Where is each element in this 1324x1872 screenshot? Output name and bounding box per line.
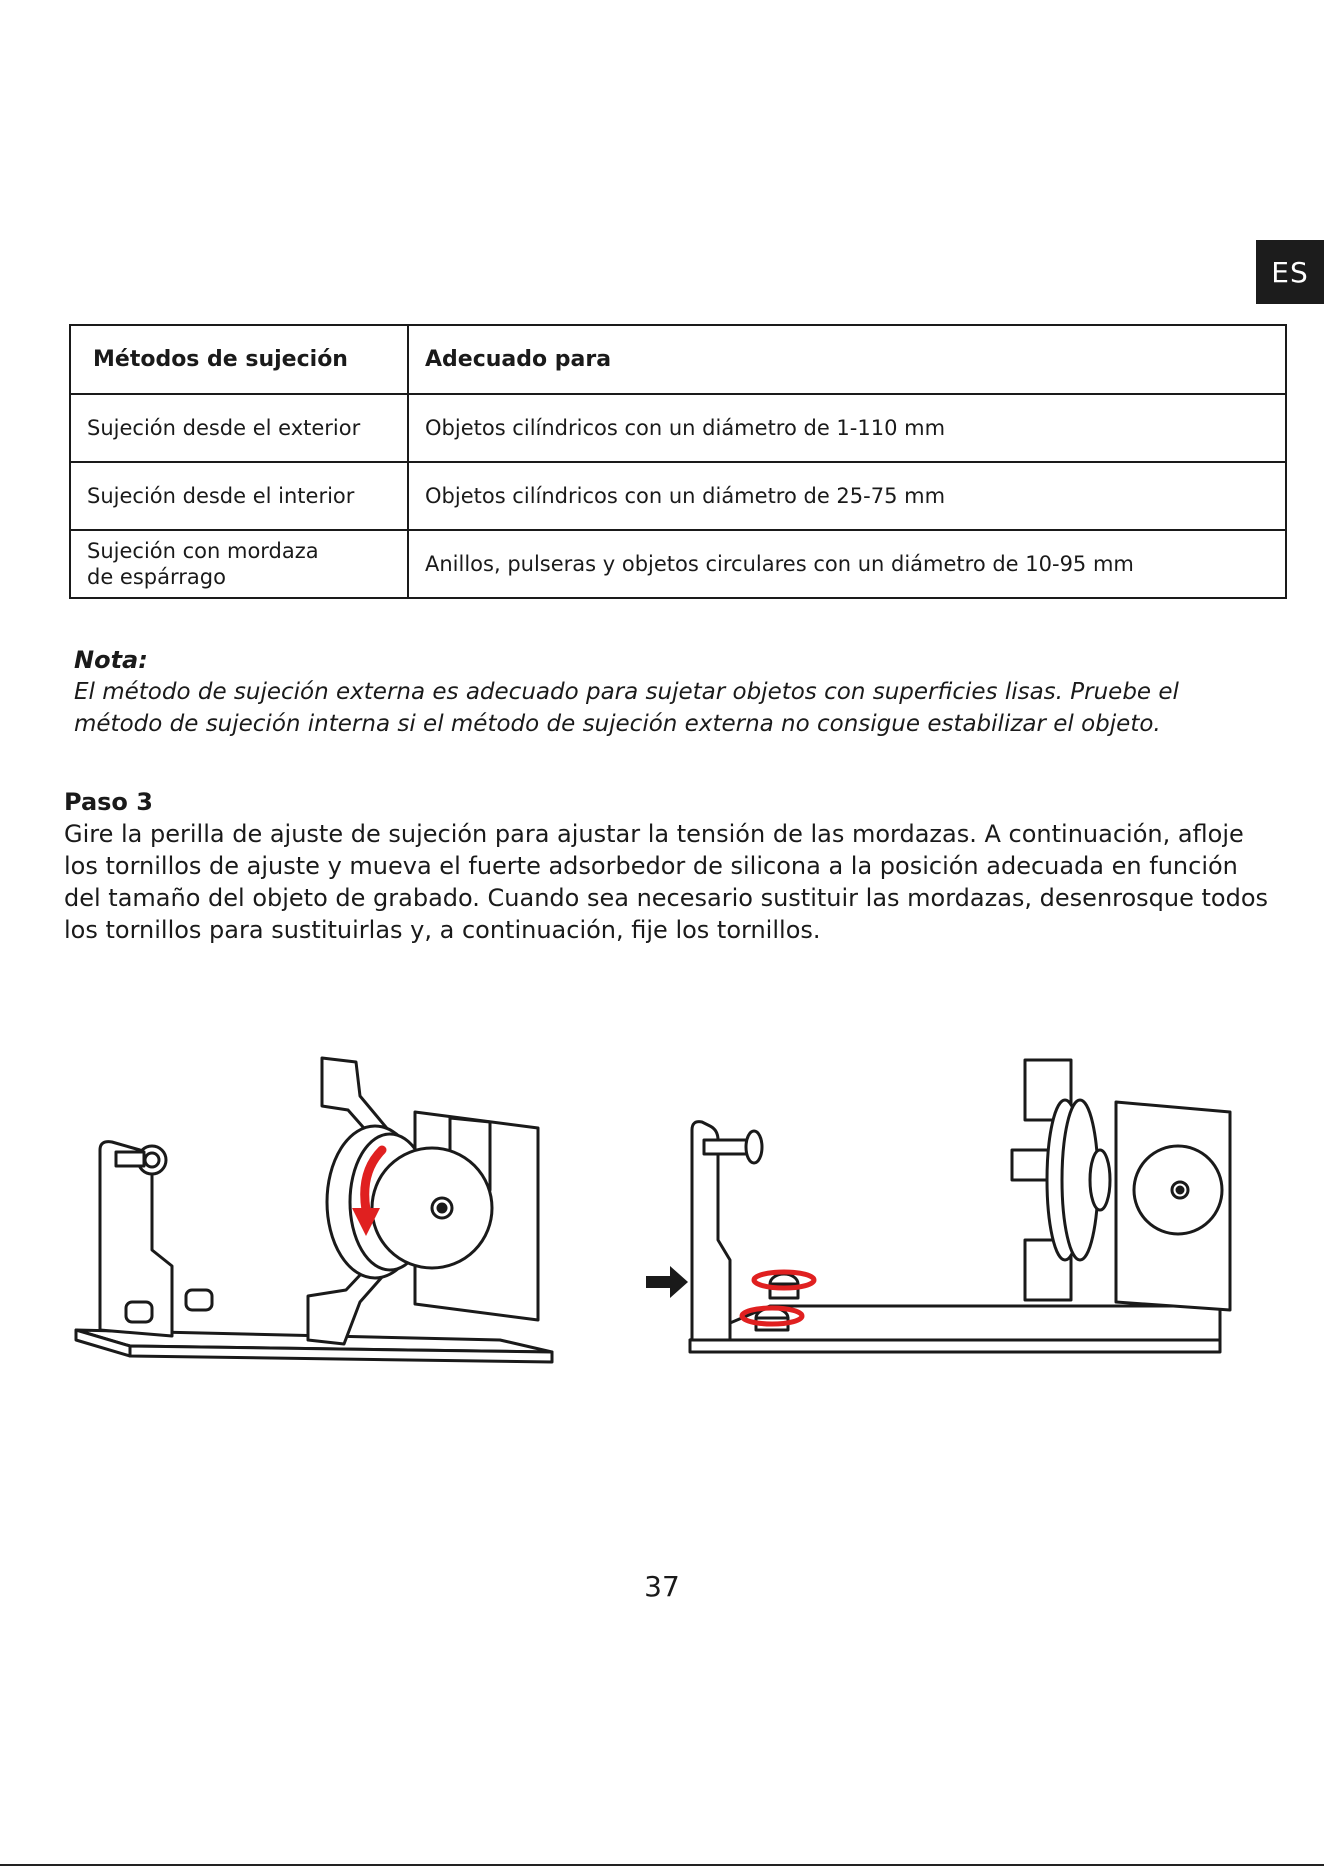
- note-text: El método de sujeción externa es adecuado para sujetar objetos con superficies lisas. Pruebe el método de sujeción interna si el método de sujeción externa no consigue estabilizar el objeto.: [74, 679, 1179, 737]
- note-label: Nota:: [74, 646, 148, 674]
- rotary-chuck-illustration-left: [60, 1040, 560, 1400]
- language-tab: ES: [1256, 240, 1324, 304]
- table-cell-suitable: Objetos cilíndricos con un diámetro de 25-75 mm: [408, 462, 1286, 530]
- table-row: [70, 394, 1286, 462]
- table-cell-method: Sujeción desde el exterior: [70, 394, 408, 462]
- rotary-chuck-illustration-right: [640, 1040, 1240, 1370]
- table-header-method: Métodos de sujeción: [70, 325, 408, 394]
- clamping-methods-table: [69, 324, 1287, 599]
- note-block: [74, 644, 1274, 740]
- page-bottom-rule: [0, 1864, 1324, 1866]
- table-cell-suitable: Objetos cilíndricos con un diámetro de 1-110 mm: [408, 394, 1286, 462]
- step-3-block: [64, 786, 1279, 946]
- step-title: Paso 3: [64, 788, 153, 816]
- table-header-suitable: Adecuado para: [408, 325, 1286, 394]
- page-number: 37: [644, 1570, 680, 1603]
- table-row: [70, 462, 1286, 530]
- table-cell-method: Sujeción con mordaza de espárrago: [70, 530, 408, 598]
- table-row: [70, 530, 1286, 598]
- table-cell-suitable: Anillos, pulseras y objetos circulares con un diámetro de 10-95 mm: [408, 530, 1286, 598]
- step-text: Gire la perilla de ajuste de sujeción para ajustar la tensión de las mordazas. A continuación, afloje los tornillos de ajuste y mueva el fuerte adsorbedor de silicona a la posición adecuada en función del tamaño del objeto de grabado. Cuando sea necesario sustituir las mordazas, desenrosque todos los tornillos para sustituirlas y, a continuación, fije los tornillos.: [64, 820, 1269, 944]
- table-cell-method: Sujeción desde el interior: [70, 462, 408, 530]
- push-arrow-icon: [646, 1266, 688, 1298]
- table-header-row: [70, 325, 1286, 394]
